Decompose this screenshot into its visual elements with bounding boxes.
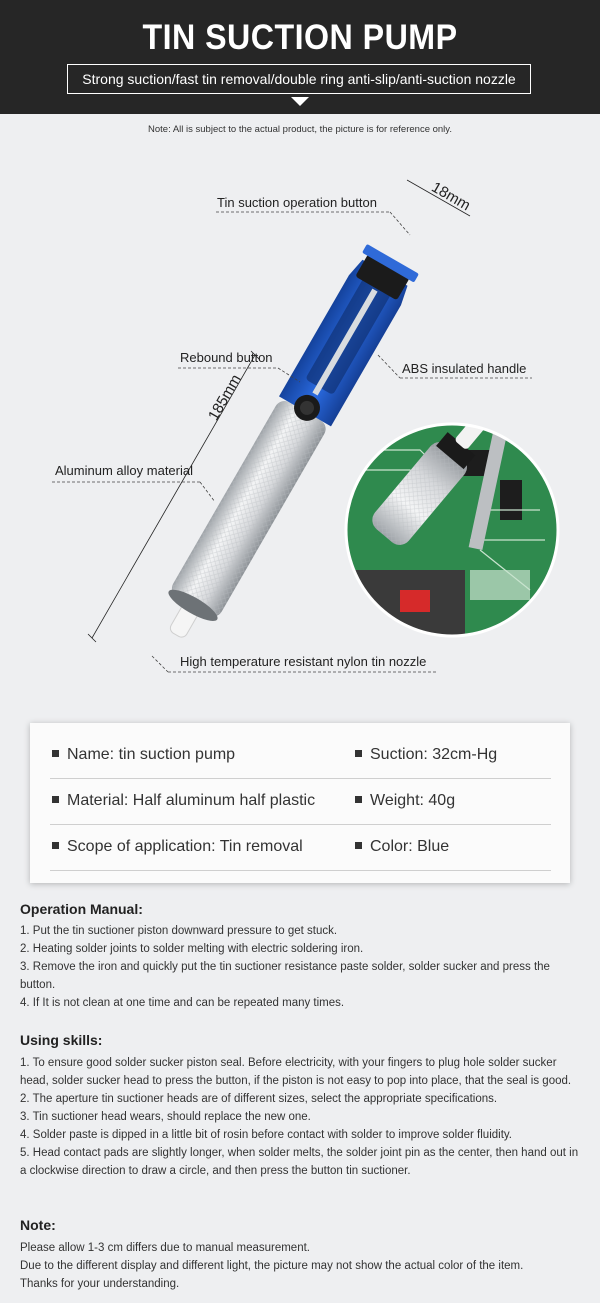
length-dimension-label: 185mm [205,371,245,424]
manual-line: 4. If It is not clean at one time and can be repeated many times. [20,997,345,1009]
header-banner [0,0,600,114]
skills-line: 5. Head contact pads are slightly longer, when solder melts, the solder joint pin as the center, then hand out in a clockwise direction to draw a circle, and then press the button tin suctioner. [20,1147,579,1177]
skills-line: 2. The aperture tin suctioner heads are of different sizes, select the appropriate specifications. [20,1093,498,1105]
page-title: TIN SUCTION PUMP [142,18,458,57]
reference-note: Note: All is subject to the actual product, the picture is for reference only. [148,124,452,135]
skills-line: 1. To ensure good solder sucker piston seal. Before electricity, with your fingers to plug hole solder sucker head, solder sucker head to press the button, if the piston is not easy to pop into place, that the seal is good. [20,1057,572,1087]
tin-suction-pump-drawing [0,150,600,710]
skills-line: 4. Solder paste is dipped in a little bit of rosin before contact with solder to improve solder fluidity. [20,1129,512,1141]
spec-color: Color: Blue [355,824,449,870]
down-arrow-icon [291,97,309,106]
nozzle-label: High temperature resistant nylon tin nozzle [180,654,427,669]
using-skills-title: Using skills: [20,1032,103,1048]
spec-row [50,824,551,871]
spec-card [30,723,570,883]
spec-scope: Scope of application: Tin removal [52,824,303,870]
spec-weight: Weight: 40g [355,778,455,824]
manual-line: 3. Remove the iron and quickly put the tin suctioner resistance paste solder, solder sucker and press the button. [20,961,550,991]
width-dimension-label: 18mm [428,178,474,215]
note-title: Note: [20,1217,56,1233]
note-text [20,1239,580,1293]
spec-suction: Suction: 32cm-Hg [355,732,497,778]
spec-row [50,778,551,825]
using-skills-text [20,1054,580,1180]
product-illustration [0,150,600,710]
spec-material: Material: Half aluminum half plastic [52,778,315,824]
pcb-detail-photo [340,408,570,640]
rebound-button-label: Rebound button [180,350,273,365]
spec-row [50,732,551,779]
abs-handle-label: ABS insulated handle [402,361,527,376]
note-line: Please allow 1-3 cm differs due to manual measurement. [20,1242,310,1254]
spec-name: Name: tin suction pump [52,732,235,778]
aluminum-label: Aluminum alloy material [55,463,193,478]
operation-manual-title: Operation Manual: [20,901,143,917]
note-line: Due to the different display and different light, the picture may not show the actual color of the item. [20,1260,524,1272]
operation-button-label: Tin suction operation button [217,195,377,210]
manual-line: 2. Heating solder joints to solder melting with electric soldering iron. [20,943,364,955]
subtitle-box: Strong suction/fast tin removal/double ring anti-slip/anti-suction nozzle [67,64,531,94]
operation-manual-text [20,922,580,1012]
note-line: Thanks for your understanding. [20,1278,180,1290]
manual-line: 1. Put the tin suctioner piston downward pressure to get stuck. [20,925,338,937]
skills-line: 3. Tin suctioner head wears, should replace the new one. [20,1111,311,1123]
